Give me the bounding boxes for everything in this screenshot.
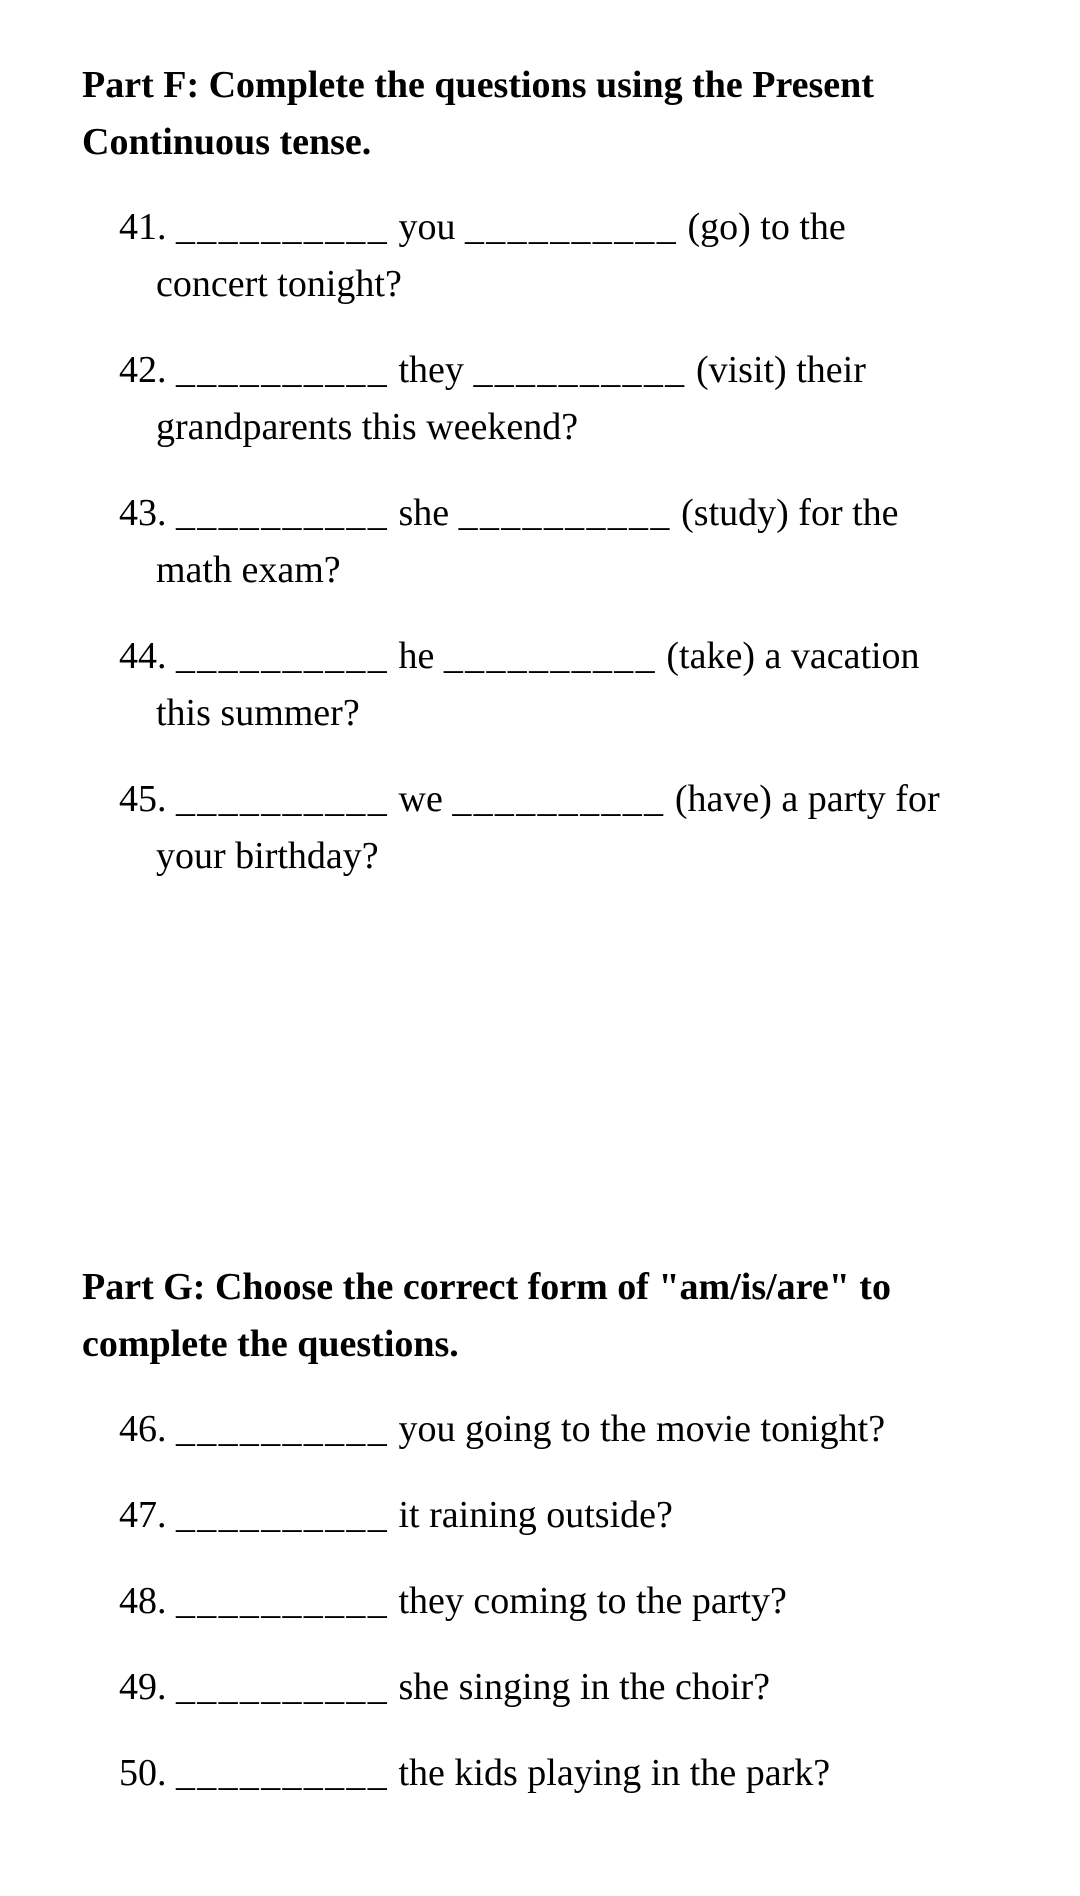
answer-blank[interactable]: __________ [176, 492, 389, 534]
question-text: (study) for the [681, 492, 899, 534]
subject: he [398, 635, 435, 677]
heading-line: Continuous tense. [82, 121, 372, 163]
question-continuation: math exam? [156, 549, 341, 591]
answer-blank[interactable]: __________ [458, 492, 672, 534]
answer-blank[interactable]: __________ [176, 778, 389, 820]
subject: we [398, 778, 443, 820]
answer-blank[interactable]: __________ [443, 635, 657, 677]
question-text: she singing in the choir? [398, 1666, 770, 1708]
question-number: 44. [119, 635, 167, 677]
question-continuation: concert tonight? [156, 263, 402, 305]
answer-blank[interactable]: __________ [176, 1666, 389, 1708]
answer-blank[interactable]: __________ [176, 635, 389, 677]
question-text: they coming to the party? [398, 1580, 787, 1622]
question-number: 43. [119, 492, 167, 534]
answer-blank[interactable]: __________ [176, 1580, 389, 1622]
heading-line: Part F: Complete the questions using the Present [82, 64, 874, 106]
answer-blank[interactable]: __________ [452, 778, 666, 820]
question-item [119, 1401, 885, 1458]
answer-blank[interactable]: __________ [176, 1408, 389, 1450]
question-item [119, 771, 940, 885]
heading-line: complete the questions. [82, 1323, 459, 1365]
question-item [119, 1487, 673, 1544]
question-continuation: grandparents this weekend? [156, 406, 579, 448]
question-number: 50. [119, 1752, 167, 1794]
question-item [119, 1659, 770, 1716]
answer-blank[interactable]: __________ [465, 206, 678, 248]
question-text: it raining outside? [398, 1494, 673, 1536]
question-number: 47. [119, 1494, 167, 1536]
question-number: 46. [119, 1408, 167, 1450]
question-number: 42. [119, 349, 167, 391]
question-text: you going to the movie tonight? [398, 1408, 886, 1450]
question-item [119, 342, 866, 456]
question-item [119, 485, 899, 599]
question-item [119, 1573, 787, 1630]
part-g-heading [82, 1259, 1022, 1373]
answer-blank[interactable]: __________ [176, 349, 389, 391]
answer-blank[interactable]: __________ [473, 349, 687, 391]
question-number: 45. [119, 778, 167, 820]
subject: you [398, 206, 456, 248]
question-text: the kids playing in the park? [398, 1752, 831, 1794]
answer-blank[interactable]: __________ [176, 1494, 389, 1536]
answer-blank[interactable]: __________ [176, 206, 389, 248]
question-continuation: this summer? [156, 692, 360, 734]
question-item [119, 199, 846, 313]
question-item [119, 1745, 830, 1802]
question-continuation: your birthday? [156, 835, 379, 877]
question-text: (take) a vacation [666, 635, 920, 677]
answer-blank[interactable]: __________ [176, 1752, 389, 1794]
part-f-heading [82, 57, 1022, 171]
question-number: 48. [119, 1580, 167, 1622]
question-number: 49. [119, 1666, 167, 1708]
subject: she [398, 492, 450, 534]
question-text: (visit) their [695, 349, 866, 391]
question-item [119, 628, 920, 742]
subject: they [398, 349, 464, 391]
heading-line: Part G: Choose the correct form of "am/is/are" to [82, 1266, 891, 1308]
question-text: (have) a party for [674, 778, 940, 820]
question-text: (go) to the [687, 206, 846, 248]
question-number: 41. [119, 206, 167, 248]
